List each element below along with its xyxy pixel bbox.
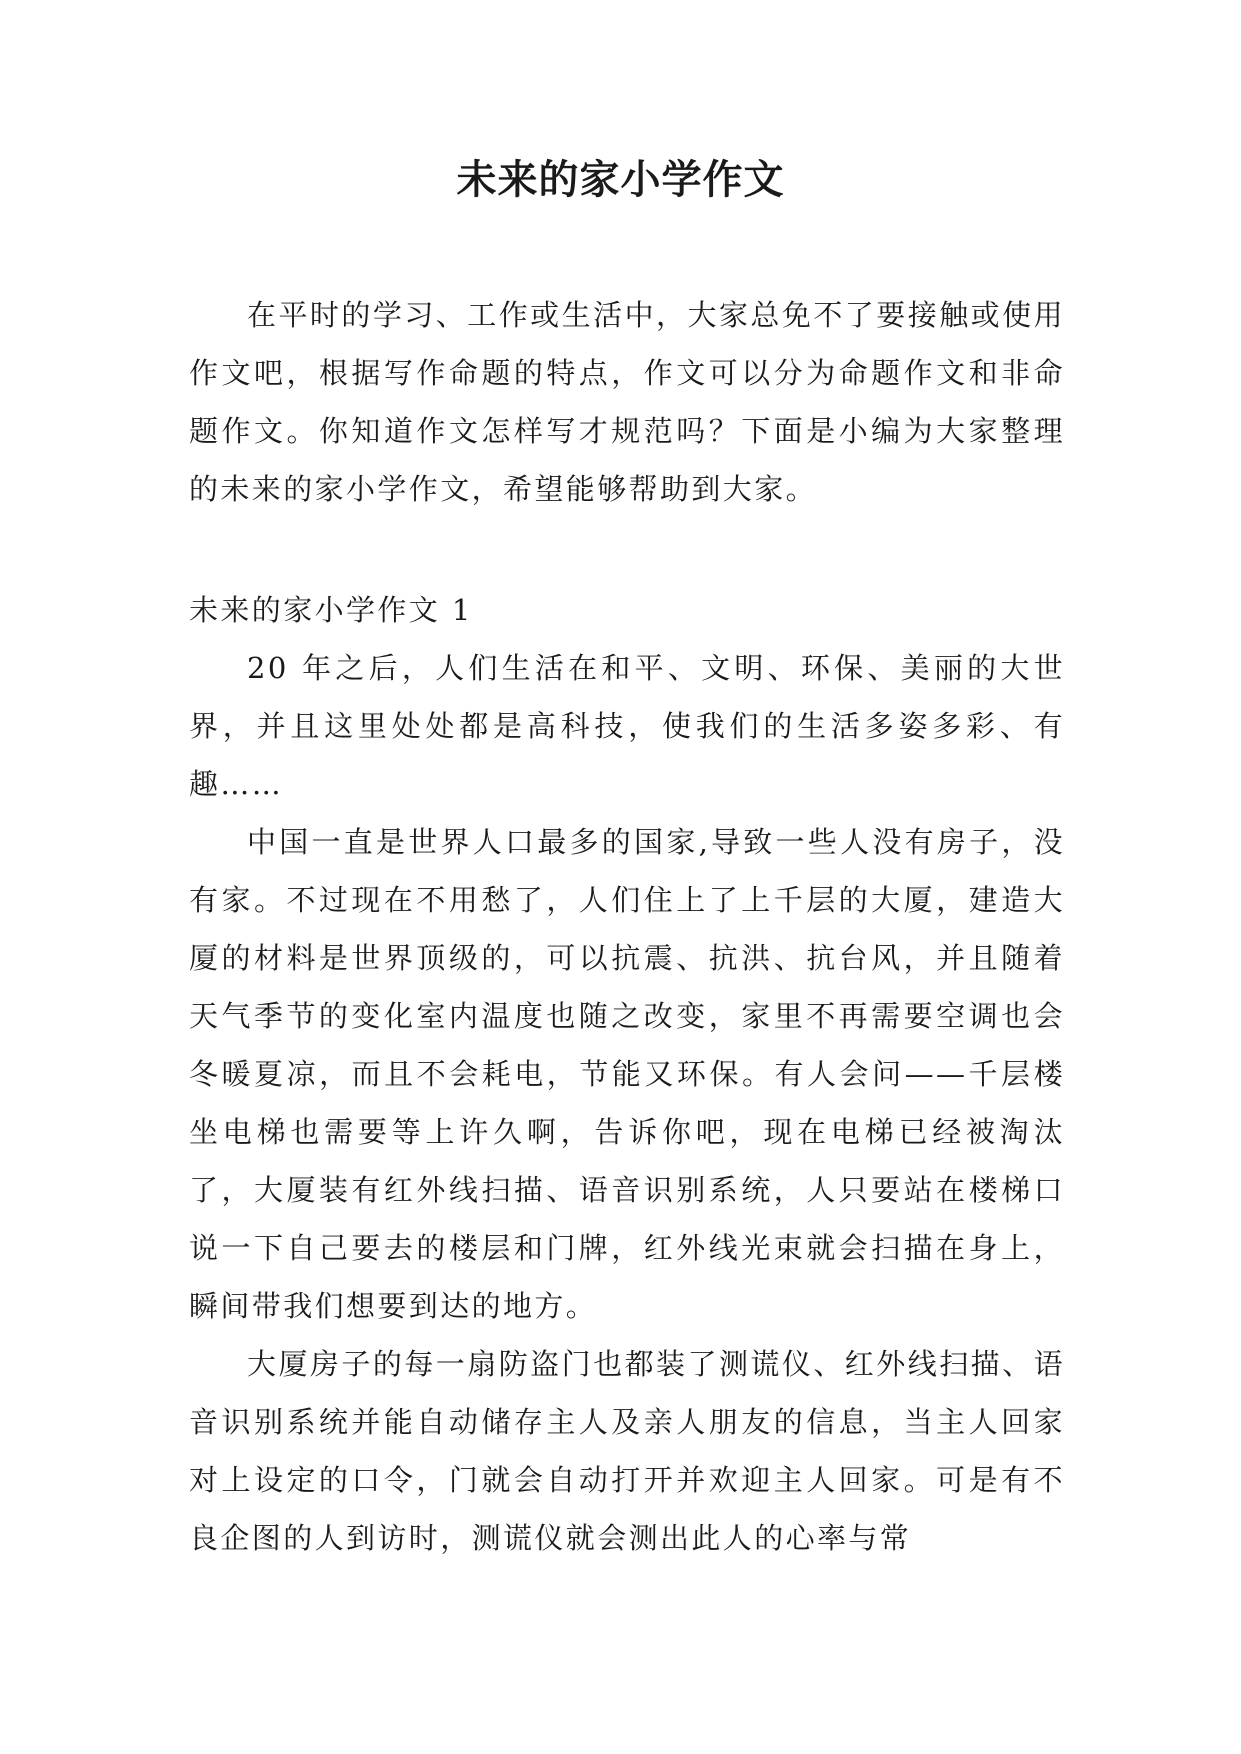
- section-1: [189, 581, 1065, 1567]
- section-paragraph-3: 大厦房子的每一扇防盗门也都装了测谎仪、红外线扫描、语音识别系统并能自动储存主人及亲人朋友的信息，当主人回家对上设定的口令，门就会自动打开并欢迎主人回家。可是有不良企图的人到访时，测谎仪就会测出此人的心率与常: [189, 1347, 1065, 1555]
- intro-paragraph: 在平时的学习、工作或生活中，大家总免不了要接触或使用作文吧，根据写作命题的特点，作文可以分为命题作文和非命题作文。你知道作文怎样写才规范吗？下面是小编为大家整理的未来的家小学作文，希望能够帮助到大家。: [189, 298, 1065, 506]
- intro-block: [189, 286, 1065, 518]
- document-title: 未来的家小学作文: [456, 157, 785, 203]
- section-paragraph-2: 中国一直是世界人口最多的国家,导致一些人没有房子，没有家。不过现在不用愁了，人们住上了上千层的大厦，建造大厦的材料是世界顶级的，可以抗震、抗洪、抗台风，并且随着天气季节的变化室内温度也随之改变，家里不再需要空调也会冬暖夏凉，而且不会耗电，节能又环保。有人会问——千层楼坐电梯也需要等上许久啊，告诉你吧，现在电梯已经被淘汰了，大厦装有红外线扫描、语音识别系统，人只要站在楼梯口说一下自己要去的楼层和门牌，红外线光束就会扫描在身上，瞬间带我们想要到达的地方。: [189, 825, 1065, 1323]
- section-heading: 未来的家小学作文 1: [189, 593, 473, 627]
- section-paragraph-1: 20 年之后，人们生活在和平、文明、环保、美丽的大世界，并且这里处处都是高科技，使我们的生活多姿多彩、有趣……: [189, 651, 1065, 801]
